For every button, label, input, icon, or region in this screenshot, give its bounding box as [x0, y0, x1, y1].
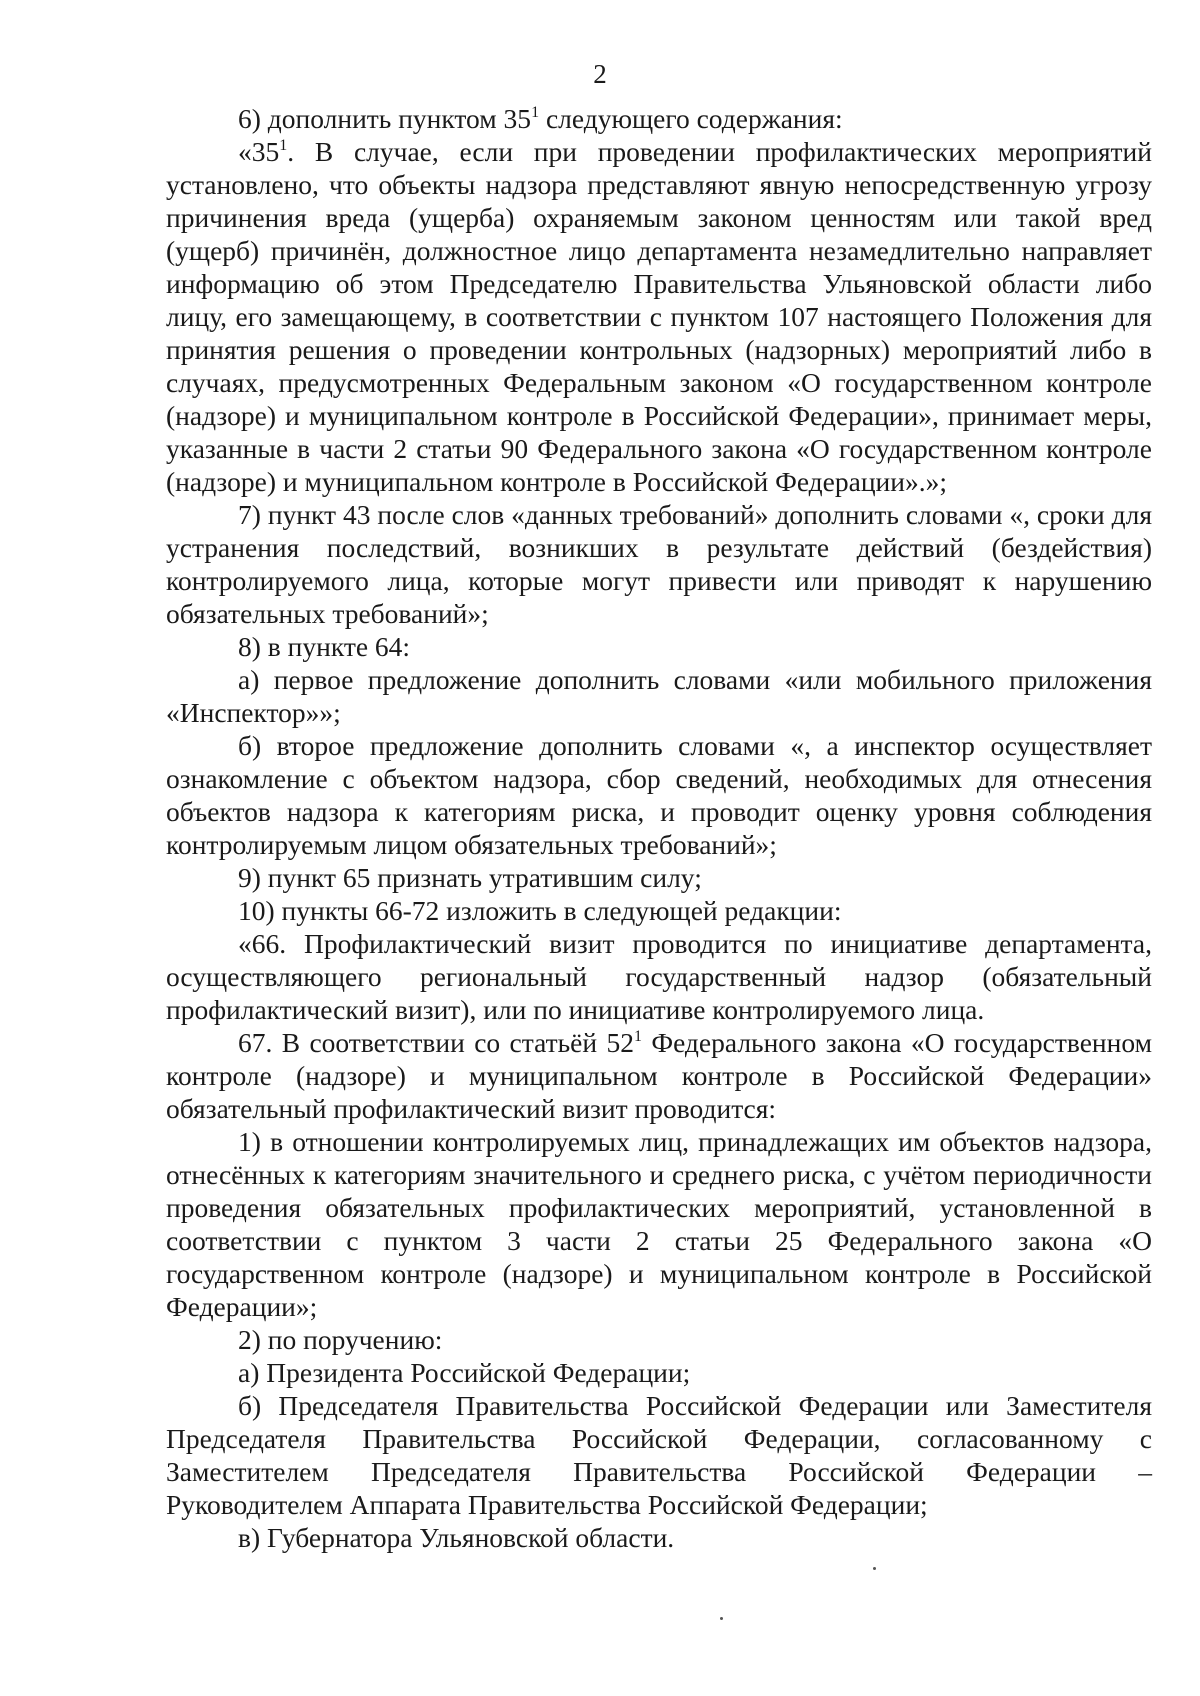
scan-speck: [873, 1567, 876, 1570]
paragraph-67-2b: б) Председателя Правительства Российской Федерации или Заместителя Председателя Правительства Российской Федерации, согласованному с Заместителем Председателя Правительства Российской Федерации – Руководителем Аппарата Правительства Российской Федерации;: [166, 1390, 1152, 1520]
superscript: 1: [633, 1028, 642, 1045]
page-number: 2: [593, 59, 607, 89]
paragraph-8a: а) первое предложение дополнить словами «или мобильного приложения «Инспектор»»;: [166, 664, 1152, 728]
paragraph-66: «66. Профилактический визит проводится по инициативе департамента, осуществляющего региональный государственный надзор (обязательный профилактический визит), или по инициативе контролируемого лица.: [166, 928, 1152, 1025]
paragraph-7: 7) пункт 43 после слов «данных требований» дополнить словами «, сроки для устранения последствий, возникших в результате действий (бездействия) контролируемого лица, которые могут привести или приводят к нарушению обязательных требований»;: [166, 499, 1152, 629]
paragraph-67-2: 2) по поручению:: [238, 1324, 443, 1355]
paragraph-67-2a: а) Президента Российской Федерации;: [238, 1357, 691, 1388]
superscript: 1: [531, 104, 540, 121]
paragraph-67-2v: в) Губернатора Ульяновской области.: [238, 1522, 675, 1553]
paragraph-8b: б) второе предложение дополнить словами «, а инспектор осуществляет ознакомление с объектом надзора, сбор сведений, необходимых для отнесения объектов надзора к категориям риска, и проводит оценку уровня соблюдения контролируемым лицом обязательных требований»;: [166, 730, 1152, 860]
paragraph-10: 10) пункты 66-72 изложить в следующей редакции:: [238, 895, 842, 926]
paragraph-6: 6) дополнить пунктом $35^1$ следующего содержания:: [238, 103, 843, 134]
document-body: [166, 102, 1152, 1554]
superscript: 1: [279, 137, 288, 154]
paragraph-35-1: «$35^1$. В случае, если при проведении профилактических мероприятий установлено, что объекты надзора представляют явную непосредственную угрозу причинения вреда (ущерба) охраняемым законом ценностям или такой вред (ущерб) причинён, должностное лицо департамента незамедлительно направляет информацию об этом Председателю Правительства Ульяновской области либо лицу, его замещающему, в соответствии с пунктом 107 настоящего Положения для принятия решения о проведении контрольных (надзорных) мероприятий либо в случаях, предусмотренных Федеральным законом «О государственном контроле (надзоре) и муниципальном контроле в Российской Федерации», принимает меры, указанные в части 2 статьи 90 Федерального закона «О государственном контроле (надзоре) и муниципальном контроле в Российской Федерации».»;: [166, 136, 1152, 497]
paragraph-67-1: 1) в отношении контролируемых лиц, принадлежащих им объектов надзора, отнесённых к категориям значительного и среднего риска, с учётом периодичности проведения обязательных профилактических мероприятий, установленной в соответствии с пунктом 3 части 2 статьи 25 Федерального закона «О государственном контроле (надзоре) и муниципальном контроле в Российской Федерации»;: [166, 1126, 1152, 1322]
paragraph-9: 9) пункт 65 признать утратившим силу;: [238, 862, 702, 893]
paragraph-67: 67. В соответствии со статьёй $52^1$ Федерального закона «О государственном контроле (надзоре) и муниципальном контроле в Российской Федерации» обязательный профилактический визит проводится:: [166, 1027, 1152, 1124]
paragraph-8: 8) в пункте 64:: [238, 631, 411, 662]
scan-speck: [720, 1617, 723, 1620]
